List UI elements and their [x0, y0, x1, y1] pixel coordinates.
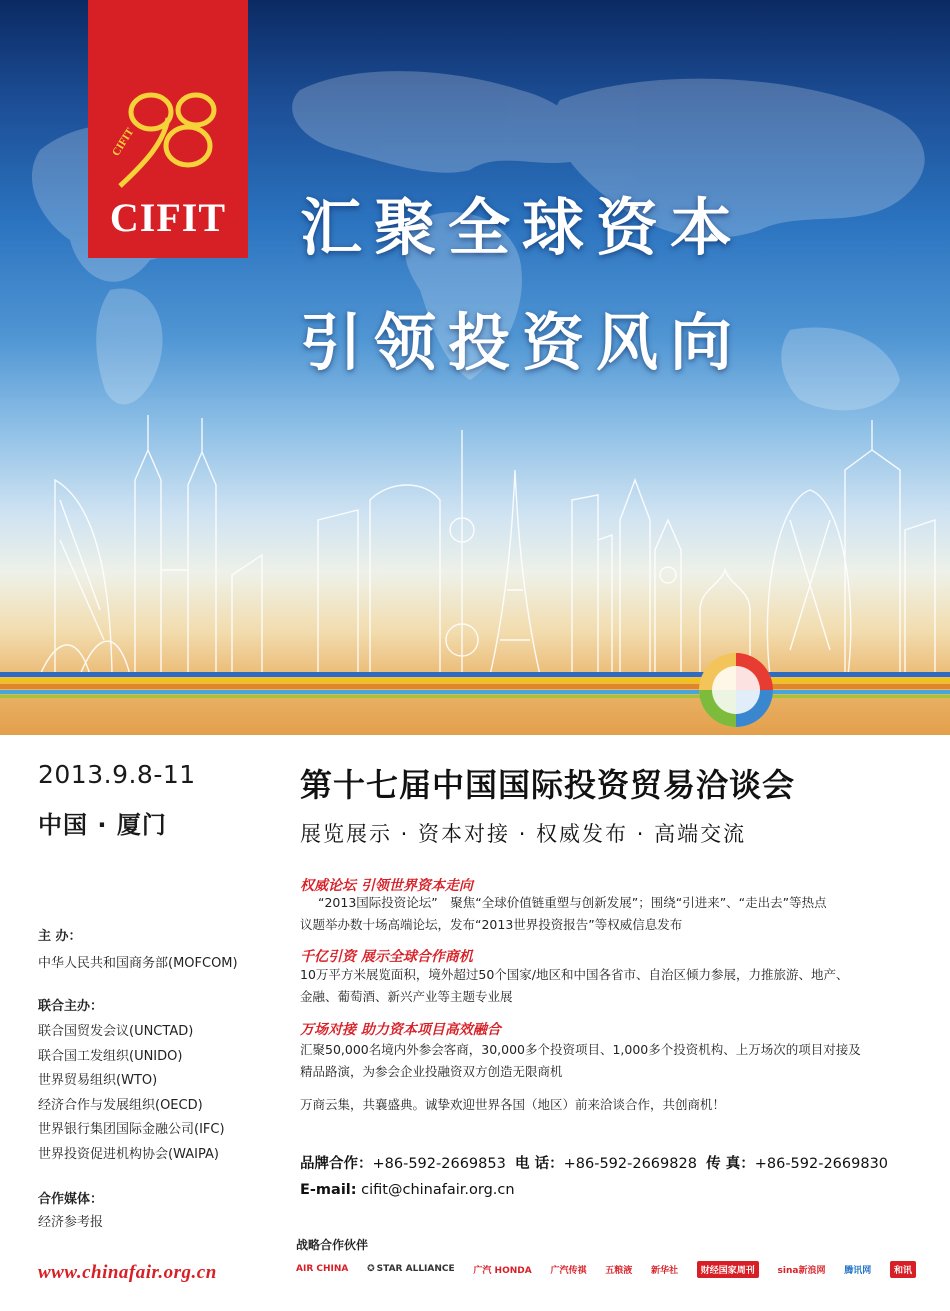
globe-icon [696, 650, 776, 730]
partner-name: 五粮液 [605, 1265, 633, 1276]
star-icon: ✪ [367, 1264, 375, 1274]
email-link[interactable]: cifit@chinafair.org.cn [361, 1182, 515, 1198]
logo-text: CIFIT [109, 195, 227, 240]
section-body [300, 964, 915, 1008]
partner-name: 腾讯网 [844, 1265, 872, 1276]
partner-name: STAR ALLIANCE [376, 1264, 455, 1274]
cohost-list [38, 1020, 225, 1167]
cohost-item: 联合国贸发会议(UNCTAD) [38, 1024, 194, 1039]
partner-logo-gac-trumpchi [550, 1263, 586, 1276]
partner-logo-gac-honda [473, 1263, 531, 1276]
partner-logo-air-china [296, 1264, 348, 1274]
event-subtitle: 展览展示 · 资本对接 · 权威发布 · 高端交流 [300, 822, 747, 846]
partner-logo-wuliangye [605, 1263, 632, 1276]
cohost-item: 联合国工发组织(UNIDO) [38, 1048, 183, 1064]
tel-label: 电 话： [515, 1156, 564, 1172]
partner-logo-sina [778, 1263, 826, 1276]
event-date: 2013.9.8-11 [38, 760, 196, 789]
partner-name: 广汽传祺 [550, 1265, 587, 1276]
website-link[interactable]: www.chinafair.org.cn [38, 1262, 217, 1283]
partner-logo-hexun [890, 1261, 916, 1278]
closing-line: 万商云集，共襄盛典。诚挚欢迎世界各国（地区）前来洽谈合作，共创商机！ [300, 1097, 726, 1112]
cohost-label: 联合主办： [38, 999, 104, 1014]
partner-name: 财经国家周刊 [700, 1265, 755, 1276]
event-date-location [38, 760, 278, 840]
contact-email [300, 1182, 515, 1198]
partner-name: sina新浪网 [777, 1265, 826, 1276]
section-line: 议题举办数十场高端论坛，发布“2013世界投资报告”等权威信息发布 [300, 917, 683, 932]
email-label: E-mail: [300, 1182, 357, 1198]
partner-logo-xinhua [651, 1263, 678, 1276]
partner-name: 新华社 [651, 1265, 679, 1276]
partner-name: AIR CHINA [296, 1264, 349, 1274]
partner-name: 和讯 [893, 1265, 912, 1276]
partner-logos [296, 1254, 916, 1284]
section-heading: 千亿引资 展示全球合作商机 [300, 949, 473, 965]
cohost-block [38, 995, 225, 1167]
section-line: 金融、葡萄酒、新兴产业等主题专业展 [300, 989, 513, 1004]
event-title: 第十七届中国国际投资贸易洽谈会 [300, 766, 796, 804]
partner-logo-star-alliance [367, 1264, 455, 1274]
cifit-logo [88, 0, 248, 258]
media-name: 经济参考报 [38, 1215, 104, 1230]
media-block [38, 1188, 103, 1236]
logo-small-text: CIFIT [110, 126, 137, 159]
host-label: 主 办： [38, 929, 82, 944]
cohost-item: 世界银行集团国际金融公司(IFC) [38, 1122, 225, 1137]
cohost-item: 世界贸易组织(WTO) [38, 1073, 158, 1088]
section-heading: 权威论坛 引领世界资本走向 [300, 878, 473, 894]
brand-phone: +86-592-2669853 [372, 1156, 506, 1172]
host-block [38, 925, 238, 977]
fax-phone: +86-592-2669830 [754, 1156, 889, 1172]
fax-label: 传 真： [706, 1156, 755, 1172]
section-line: 10万平方米展览面积，境外超过50个国家/地区和中国各省市、自治区倾力参展，力推旅游、地产、 [300, 967, 849, 982]
media-label: 合作媒体： [38, 1192, 104, 1207]
partners-label: 战略合作伙伴 [296, 1238, 369, 1252]
section-body [300, 892, 933, 936]
partner-logo-qq [844, 1263, 871, 1276]
city-skyline-illustration [0, 410, 950, 685]
brand-label: 品牌合作： [300, 1156, 373, 1172]
contact-phones [300, 1152, 888, 1173]
headline-line-2: 引领投资风向 [300, 306, 745, 379]
event-location: 中国 · 厦门 [38, 811, 167, 839]
rainbow-stripes [0, 672, 950, 712]
cohost-item: 经济合作与发展组织(OECD) [38, 1097, 203, 1113]
tel-phone: +86-592-2669828 [563, 1156, 697, 1172]
partner-logo-caijing-guojia [697, 1261, 759, 1278]
section-line: 精品路演，为参会企业投融资双方创造无限商机 [300, 1064, 563, 1079]
section-line: “2013国际投资论坛” 聚焦“全球价值链重塑与创新发展”；围绕“引进来”、“走出去”等热点 [318, 895, 827, 910]
cohost-item: 世界投资促进机构协会(WAIPA) [38, 1146, 219, 1162]
host-name: 中华人民共和国商务部(MOFCOM) [38, 956, 238, 971]
closing-text [300, 1094, 915, 1116]
headline-line-1: 汇聚全球资本 [300, 191, 745, 264]
partner-name: 广汽 HONDA [473, 1265, 532, 1276]
section-body [300, 1039, 915, 1083]
section-heading: 万场对接 助力资本项目高效融合 [300, 1022, 501, 1038]
section-line: 汇聚50,000名境内外参会客商，30,000多个投资项目、1,000多个投资机构、上万场次的项目对接及 [300, 1042, 861, 1057]
